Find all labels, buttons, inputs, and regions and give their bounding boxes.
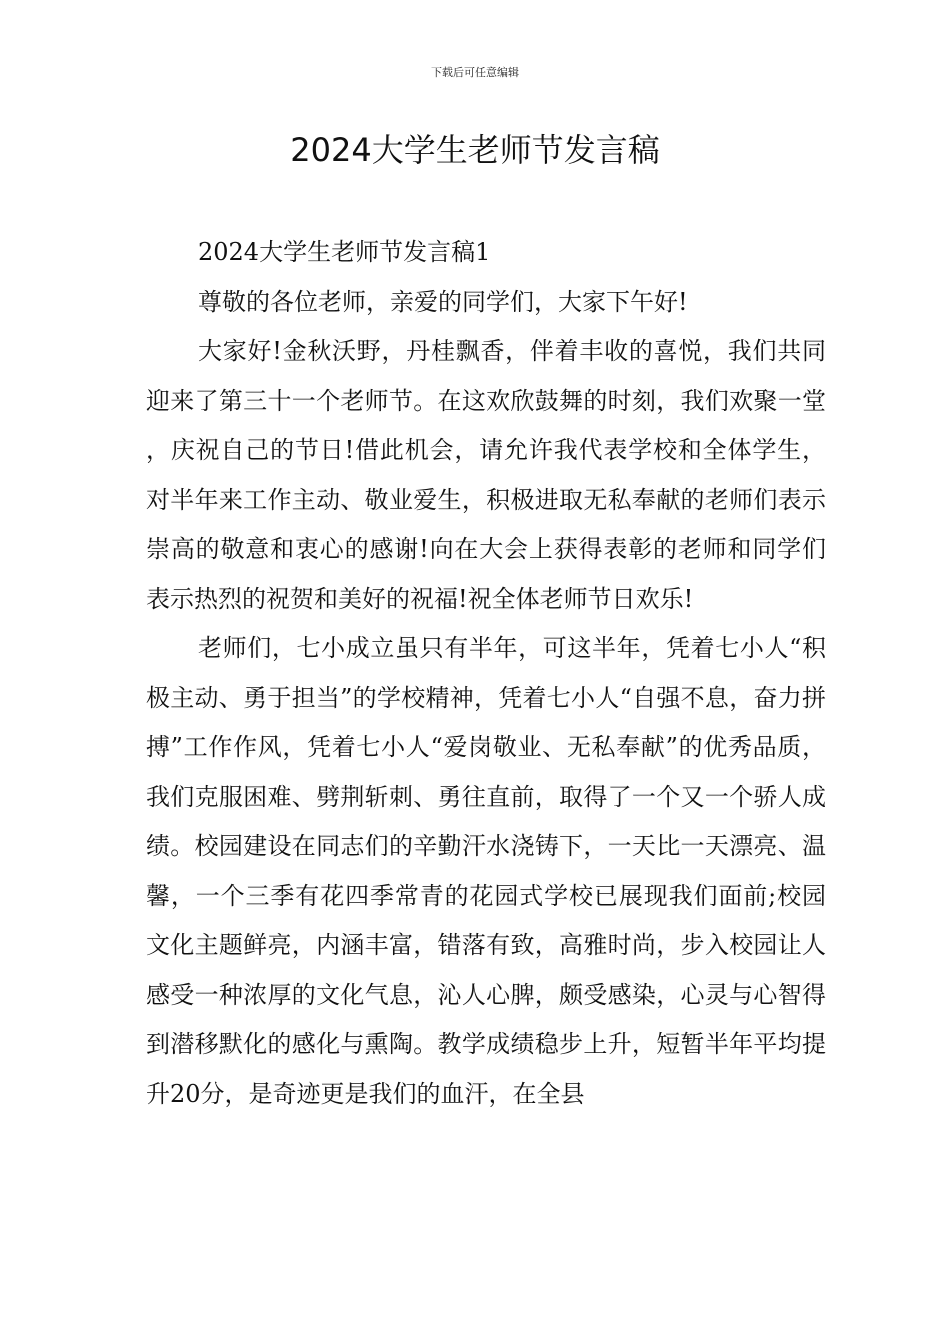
- document-title: 2024大学生老师节发言稿: [290, 131, 660, 169]
- section-heading: 2024大学生老师节发言稿1: [198, 238, 491, 266]
- header-note: 下载后可任意编辑: [431, 66, 519, 79]
- salutation-paragraph: 尊敬的各位老师，亲爱的同学们，大家下午好!: [198, 287, 688, 316]
- body-paragraph: 老师们，七小成立虽只有半年，可这半年，凭着七小人“积极主动、勇于担当”的学校精神，凭着七小人“自强不息，奋力拼搏”工作作风，凭着七小人“爱岗敬业、无私奉献”的优秀品质，我们克服困难、劈荆斩刺、勇往直前，取得了一个又一个骄人成绩。校园建设在同志们的辛勤汗水浇铸下，一天比一天漂亮、温馨，一个三季有花四季常青的花园式学校已展现我们面前;校园文化主题鲜亮，内涵丰富，错落有致，高雅时尚，步入校园让人感受一种浓厚的文化气息，沁人心脾，颇受感染，心灵与心智得到潜移默化的感化与熏陶。教学成绩稳步上升，短暂半年平均提升20分，是奇迹更是我们的血汗，在全县: [146, 634, 826, 1108]
- body-paragraph: 大家好!金秋沃野，丹桂飘香，伴着丰收的喜悦，我们共同迎来了第三十一个老师节。在这欢欣鼓舞的时刻，我们欢聚一堂，庆祝自己的节日!借此机会，请允许我代表学校和全体学生，对半年来工作主动、敬业爱生，积极进取无私奉献的老师们表示崇高的敬意和衷心的感谢!向在大会上获得表彰的老师和同学们表示热烈的祝贺和美好的祝福!祝全体老师节日欢乐!: [146, 337, 826, 613]
- document-body: [146, 228, 826, 1119]
